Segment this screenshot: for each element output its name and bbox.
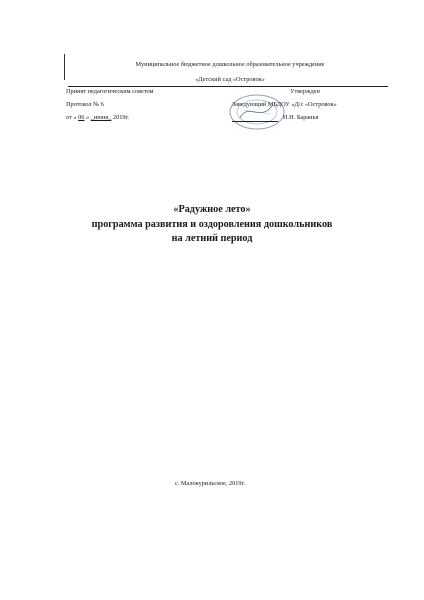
date-month: _июня_	[90, 114, 112, 121]
date-middle: »	[84, 114, 91, 121]
institution-name: Муниципальное бюджетное дошкольное образовательное учреждение	[135, 61, 325, 68]
protocol-number: Протокол № 6	[66, 101, 104, 108]
date-prefix: от «	[66, 114, 79, 121]
approver-position: Заведующий МБДОУ «Д/с «Островок»	[232, 101, 337, 108]
approved-label: Утвержден	[290, 88, 320, 95]
approver-name: Н.Н. Баранья	[283, 114, 319, 121]
title-line-2: программа развития и оздоровления дошкольников	[91, 218, 333, 230]
protocol-date	[66, 114, 129, 122]
title-line-1: «Радужное лето»	[173, 204, 251, 215]
kindergarten-name: «Детский сад «Островок»	[195, 76, 265, 83]
header-divider	[68, 86, 388, 87]
document-title	[40, 203, 384, 247]
title-line-3: на летний период	[171, 233, 253, 244]
signature-line	[232, 121, 278, 122]
date-day: 06	[78, 114, 85, 121]
accepted-by-council: Принят педагогическим советом	[66, 88, 154, 95]
date-suffix: 2019г.	[111, 114, 129, 121]
stamp-seal	[226, 92, 288, 132]
place-year: с. Малокурильское, 2019г.	[174, 480, 246, 487]
